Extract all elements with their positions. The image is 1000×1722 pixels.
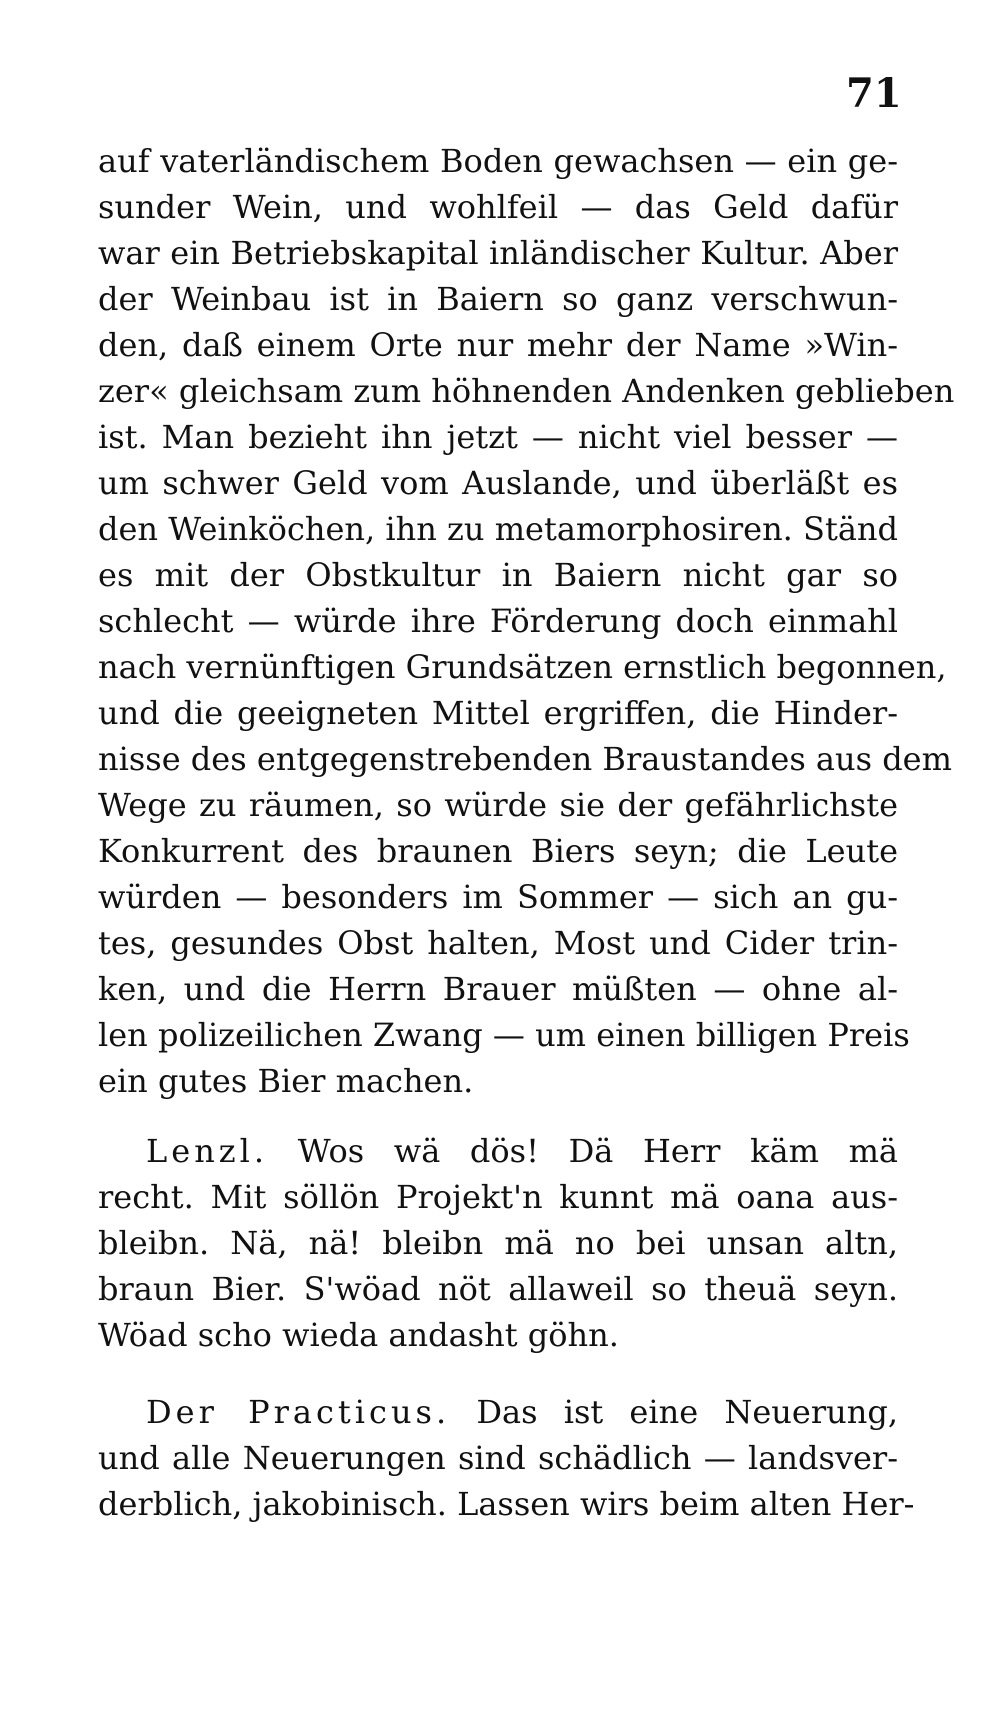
paragraph-lenzl bbox=[98, 1128, 898, 1358]
text-line: Konkurrent des braunen Biers seyn; die Leute bbox=[98, 832, 898, 870]
speaker-name: Der Practicus. bbox=[146, 1393, 451, 1431]
text-line: und die geeigneten Mittel ergriffen, die Hinder- bbox=[98, 694, 898, 732]
text-line: und alle Neuerungen sind schädlich — landsver- bbox=[98, 1439, 898, 1477]
text-line: braun Bier. S'wöad nöt allaweil so theuä seyn. bbox=[98, 1270, 898, 1308]
text-line: derblich, jakobinisch. Lassen wirs beim alten Her- bbox=[98, 1485, 915, 1523]
text-line: schlecht — würde ihre Förderung doch einmahl bbox=[98, 602, 898, 640]
text-line: auf vaterländischem Boden gewachsen — ein ge- bbox=[98, 142, 898, 180]
text-line: zer« gleichsam zum höhnenden Andenken geblieben bbox=[98, 372, 955, 410]
text-line: würden — besonders im Sommer — sich an gu- bbox=[98, 878, 898, 916]
text-line: nisse des entgegenstrebenden Braustandes aus dem bbox=[98, 740, 952, 778]
text-line: ein gutes Bier machen. bbox=[98, 1062, 474, 1100]
speaker-name: Lenzl. bbox=[146, 1132, 269, 1170]
text-line: bleibn. Nä, nä! bleibn mä no bei unsan altn, bbox=[98, 1224, 898, 1262]
text-line: Wöad scho wieda andasht göhn. bbox=[98, 1316, 619, 1354]
dialogue-text: Wos wä dös! Dä Herr käm mä bbox=[297, 1132, 899, 1170]
text-line: den, daß einem Orte nur mehr der Name »Win- bbox=[98, 326, 898, 364]
text-line: um schwer Geld vom Auslande, und überläßt es bbox=[98, 464, 898, 502]
text-line: der Weinbau ist in Baiern so ganz verschwun- bbox=[98, 280, 898, 318]
paragraph-practicus bbox=[98, 1389, 915, 1527]
text-line: war ein Betriebskapital inländischer Kultur. Aber bbox=[98, 234, 898, 272]
text-line: Wege zu räumen, so würde sie der gefährlichste bbox=[98, 786, 898, 824]
text-line: recht. Mit söllön Projekt'n kunnt mä oana aus- bbox=[98, 1178, 898, 1216]
text-line: ken, und die Herrn Brauer müßten — ohne al- bbox=[98, 970, 898, 1008]
text-line: es mit der Obstkultur in Baiern nicht gar so bbox=[98, 556, 898, 594]
page-number: 71 bbox=[846, 70, 902, 117]
paragraph-main bbox=[98, 138, 955, 1104]
text-line: len polizeilichen Zwang — um einen billigen Preis bbox=[98, 1016, 910, 1054]
text-line: ist. Man bezieht ihn jetzt — nicht viel besser — bbox=[98, 418, 898, 456]
text-line: sunder Wein, und wohlfeil — das Geld dafür bbox=[98, 188, 898, 226]
dialogue-text: Das ist eine Neuerung, bbox=[476, 1393, 898, 1431]
dialogue-first-line bbox=[98, 1128, 898, 1174]
text-line: nach vernünftigen Grundsätzen ernstlich begonnen, bbox=[98, 648, 947, 686]
dialogue-first-line bbox=[98, 1389, 898, 1435]
text-line: tes, gesundes Obst halten, Most und Cider trin- bbox=[98, 924, 898, 962]
text-line: den Weinköchen, ihn zu metamorphosiren. Ständ bbox=[98, 510, 898, 548]
